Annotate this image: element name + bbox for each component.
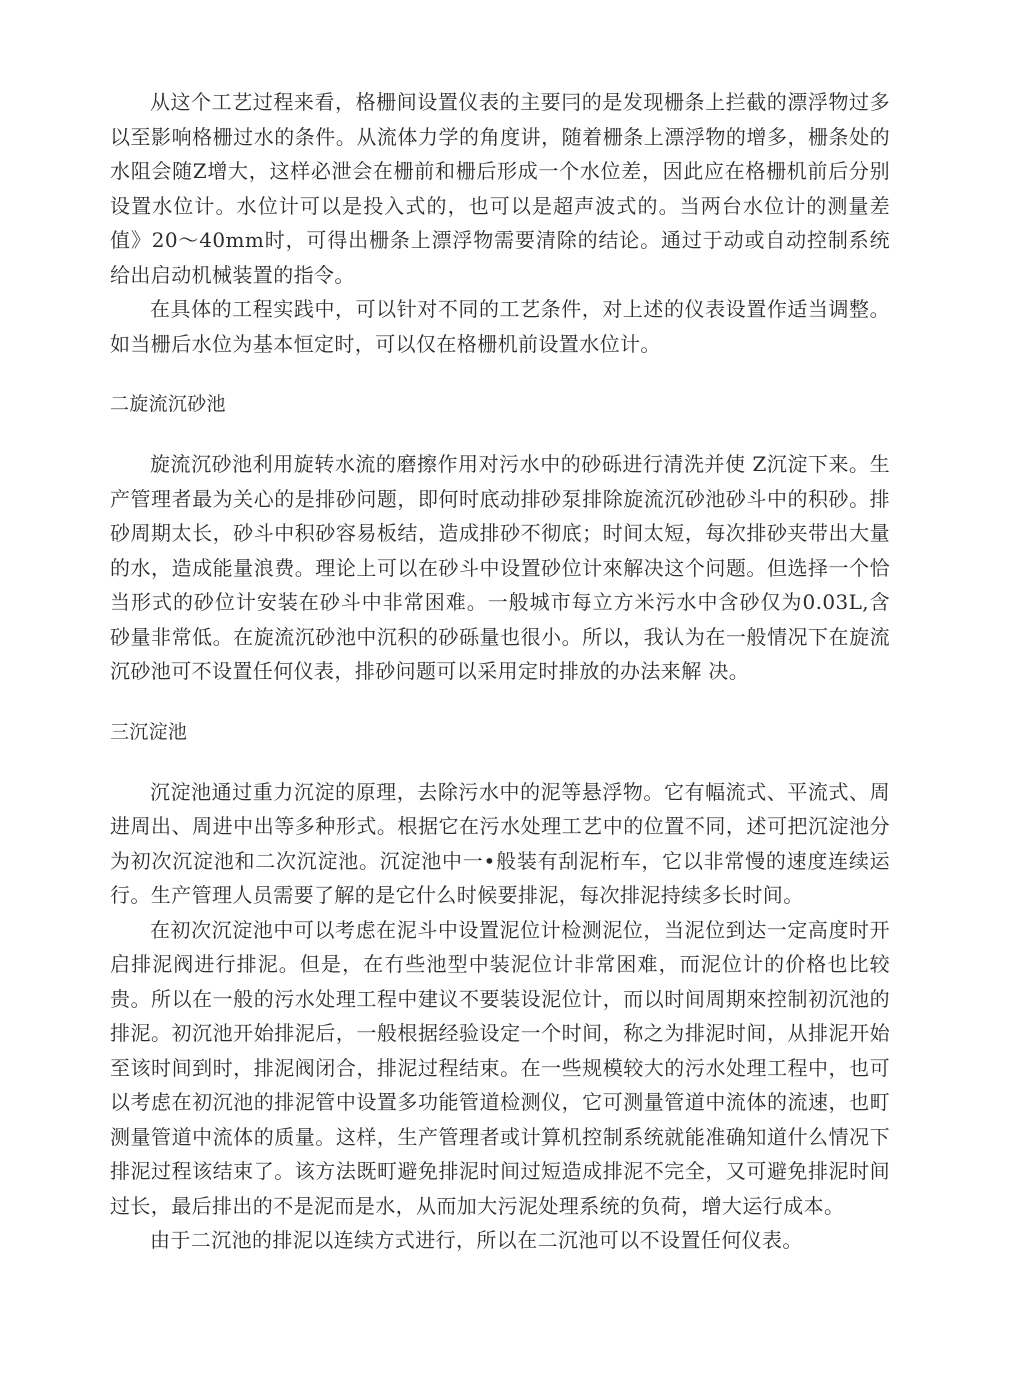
document-body xyxy=(110,85,890,1258)
section-heading: 三沉淀池 xyxy=(110,720,188,743)
paragraph: 旋流沉砂池利用旋转水流的磨擦作用对污水中的砂砾进行清洗并使 Z沉淀下来。生产管理者最为关心的是排砂问题，即何时底动排砂泵排除旋流沉砂池砂斗中的积砂。排砂周期太长，砂斗中积砂容易板结，造成排砂不彻底；时间太短，每次排砂夹带出大量的水，造成能量浪费。理论上可以在砂斗中设置砂位计來解决这个问题。但选择一个恰当形式的砂位计安装在砂斗中非常困难。一般城市每立方米污水中含砂仅为0.03L,含砂量非常低。在旋流沉砂池中沉积的砂砾量也很小。所以，我认为在一般情况下在旋流沉砂池可不设置任何仪表，排砂问题可以采用定时排放的办法来解 决。 xyxy=(110,452,890,683)
section-heading: 二旋流沉砂池 xyxy=(110,393,226,415)
paragraph: 从这个工艺过程来看，格栅间设置仪表的主要冃的是发现栅条上拦截的漂浮物过多以至影响格栅过水的条件。从流体力学的角度讲，随着栅条上漂浮物的增多，栅条处的水阻会随Z增大，这样必泄会在栅前和栅后形成一个水位差，因此应在格栅机前后分别设置水位计。水位计可以是投入式的，也可以是超声波式的。当两台水位计的测量差值》20～40mm时，可得出栅条上漂浮物需要清除的结论。通过于动或自动控制系统给出启动机械装置的指令。 xyxy=(110,90,890,287)
paragraph: 由于二沉池的排泥以连续方式进行，所以在二沉池可以不设置任何仪表。 xyxy=(150,1228,803,1252)
paragraph: 在初次沉淀池中可以考虑在泥斗中设置泥位计检测泥位，当泥位到达一定高度时开启排泥阀进行排泥。但是，在冇些池型中装泥位计非常困难，而泥位计的价格也比较贵。所以在一般的污水处理工程中建议不要装设泥位计，而以时间周期來控制初沉池的排泥。初沉池开始排泥后，一般根据经验设定一个时间，称之为排泥时间，从排泥开始至该时间到时，排泥阀闭合，排泥过程结束。在一些规模较大的污水处理工程中，也可以考虑在初沉池的排泥管中设置多功能管道检测仪，它可测量管道中流体的流速，也町测量管道中流体的质量。这样，生产管理者或计算机控制系统就能准确知道什么情况下排泥过程该结束了。该方法既町避免排泥时间过短造成排泥不完全，又可避免排泥时间过长，最后排出的不是泥而是水，从而加大污泥处理系统的负荷，增大运行成本。 xyxy=(110,917,890,1218)
paragraph: 沉淀池通过重力沉淀的原理，去除污水中的泥等悬浮物。它有幅流式、平流式、周进周出、周进中出等多种形式。根据它在污水处理工艺中的位置不同，述可把沉淀池分为初次沉淀池和二次沉淀池。沉淀池中一•般装有刮泥桁车，它以非常慢的速度连续运行。生产管理人员需要了解的是它什么时候要排泥，每次排泥持续多长时间。 xyxy=(110,779,890,907)
paragraph: 在具体的工程实践中，可以针对不同的工艺条件，对上述的仪表设置作适当调整。如当栅后水位为基本恒定时，可以仅在格栅机前设置水位计。 xyxy=(110,297,890,356)
